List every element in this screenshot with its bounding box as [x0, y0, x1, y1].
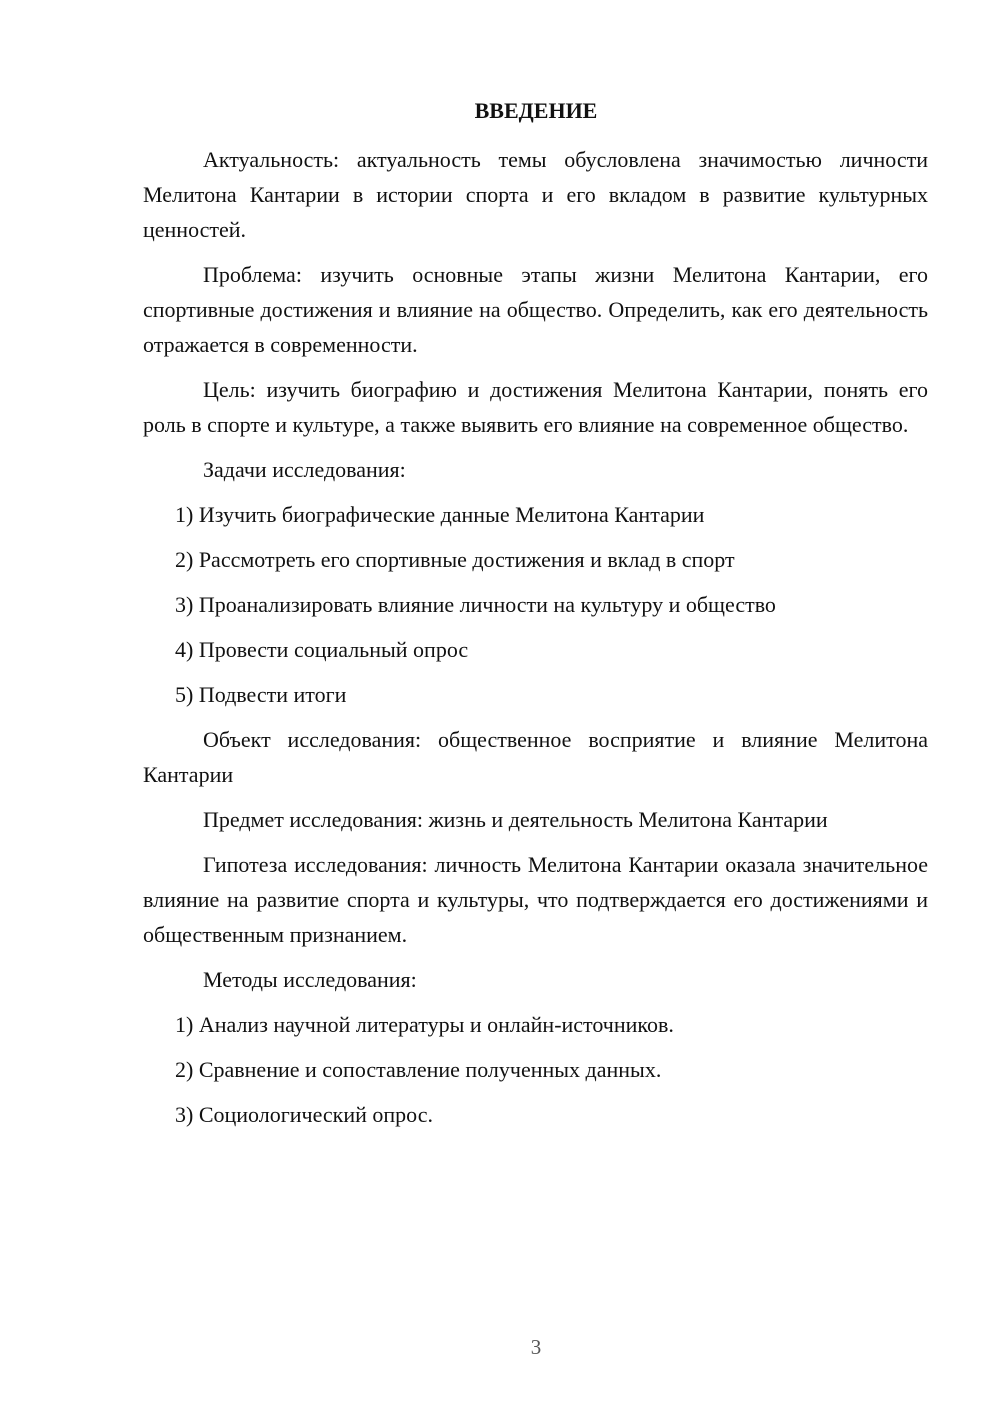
task-item: 4) Провести социальный опрос	[175, 637, 469, 662]
methods-list	[143, 1007, 928, 1132]
method-item: 2) Сравнение и сопоставление полученных данных.	[175, 1057, 662, 1082]
page-number: 3	[530, 1335, 542, 1359]
task-item: 3) Проанализировать влияние личности на культуру и общество	[175, 592, 776, 617]
task-item: 5) Подвести итоги	[175, 682, 347, 707]
goal-paragraph: Цель: изучить биографию и достижения Мелитона Кантарии, понять его роль в спорте и культуре, а также выявить его влияние на современное общество.	[143, 377, 928, 437]
method-item: 1) Анализ научной литературы и онлайн-источников.	[175, 1012, 674, 1037]
document-body	[143, 142, 928, 1142]
hypothesis-paragraph: Гипотеза исследования: личность Мелитона Кантарии оказала значительное влияние на развитие спорта и культуры, что подтверждается его достижениями и общественным признанием.	[143, 852, 928, 947]
problem-paragraph: Проблема: изучить основные этапы жизни Мелитона Кантарии, его спортивные достижения и влияние на общество. Определить, как его деятельность отражается в современности.	[143, 262, 928, 357]
subject-paragraph: Предмет исследования: жизнь и деятельность Мелитона Кантарии	[203, 807, 828, 832]
relevance-paragraph: Актуальность: актуальность темы обусловлена значимостью личности Мелитона Кантарии в истории спорта и его вкладом в развитие культурных ценностей.	[143, 147, 928, 242]
task-item: 2) Рассмотреть его спортивные достижения и вклад в спорт	[175, 547, 735, 572]
tasks-heading: Задачи исследования:	[203, 457, 406, 482]
page-title: ВВЕДЕНИЕ	[474, 98, 598, 123]
task-item: 1) Изучить биографические данные Мелитона Кантарии	[175, 502, 705, 527]
tasks-list	[143, 497, 928, 712]
object-paragraph: Объект исследования: общественное восприятие и влияние Мелитона Кантарии	[143, 727, 928, 787]
methods-heading: Методы исследования:	[203, 967, 417, 992]
method-item: 3) Социологический опрос.	[175, 1102, 433, 1127]
